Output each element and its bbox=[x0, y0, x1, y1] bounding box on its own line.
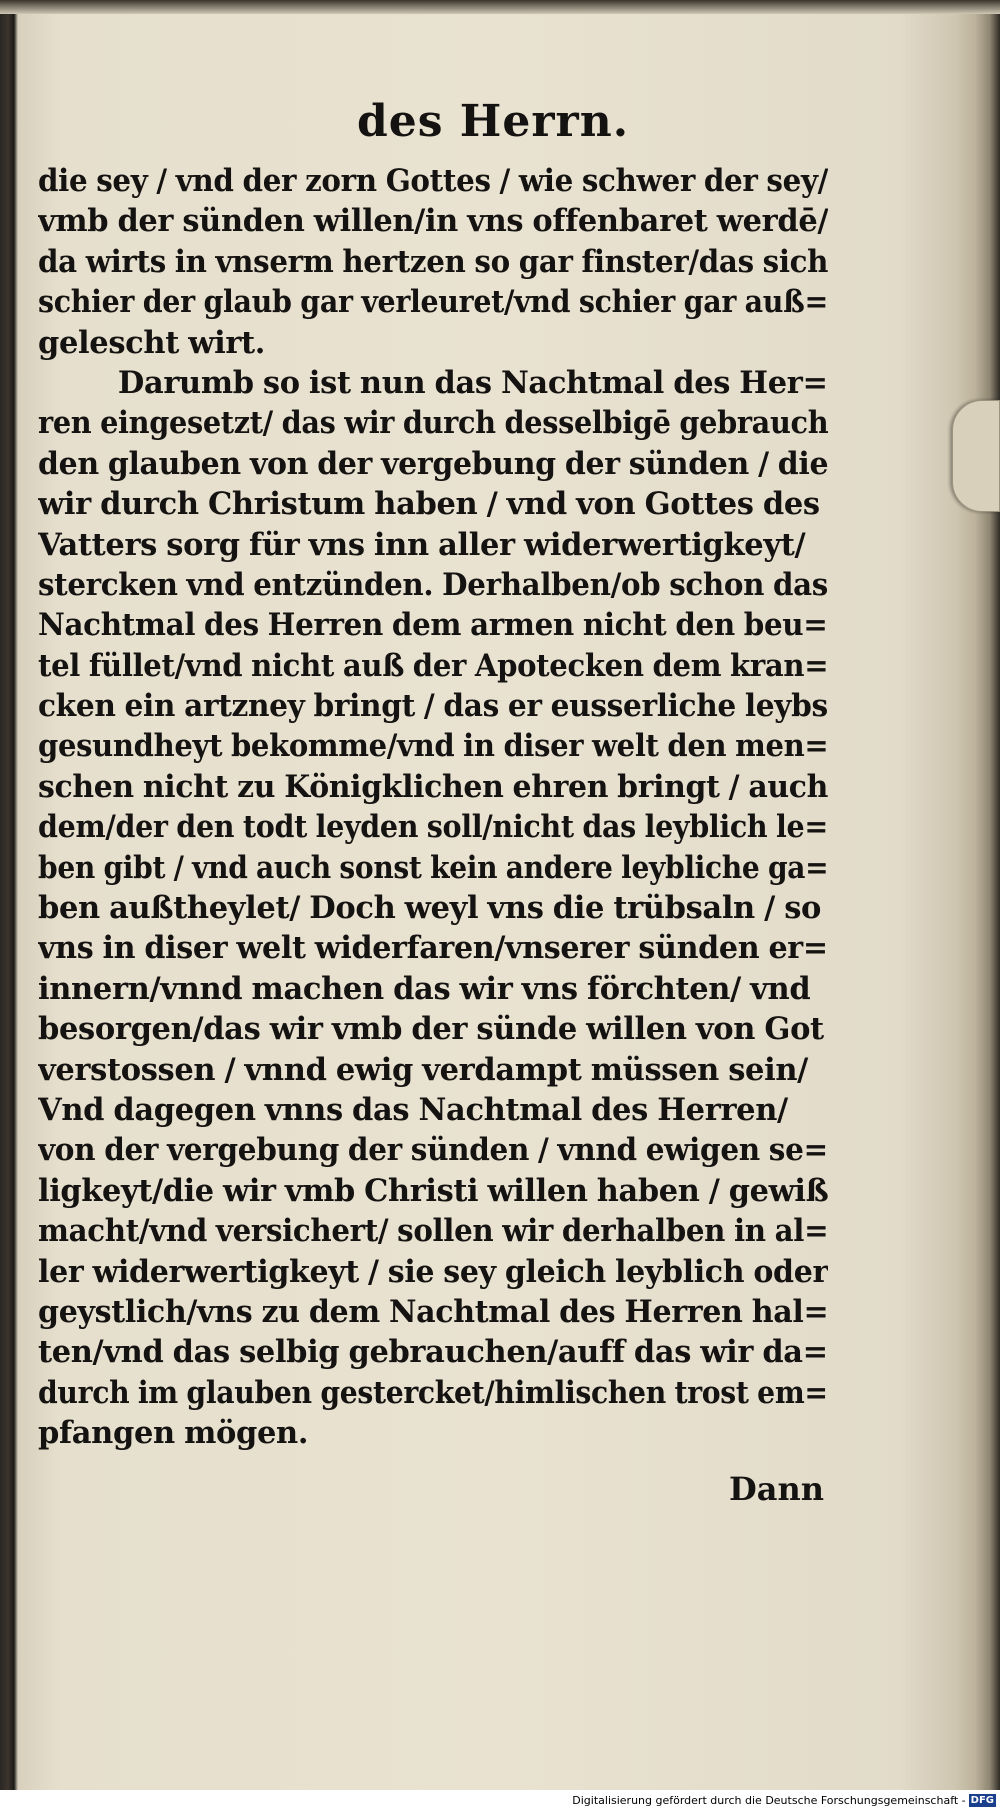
text-line: durch im glauben gestercket/himlischen trost em= bbox=[38, 1374, 828, 1411]
text-line: Nachtmal des Herren dem armen nicht den beu= bbox=[38, 607, 828, 644]
text-line: vmb der sünden willen/in vns offenbaret werdē/ bbox=[38, 203, 828, 240]
page-fore-edge bbox=[952, 400, 1000, 512]
text-line: ligkeyt/die wir vmb Christi willen haben / gewiß bbox=[38, 1172, 828, 1209]
text-line: den glauben von der vergebung der sünden / die bbox=[38, 445, 828, 482]
text-line: von der vergebung der sünden / vnnd ewigen se= bbox=[38, 1132, 828, 1169]
text-line: geystlich/vns zu dem Nachtmal des Herren hal= bbox=[38, 1293, 828, 1330]
text-line: ler widerwertigkeyt / sie sey gleich leyblich oder bbox=[38, 1253, 828, 1290]
text-line: ben gibt / vnd auch sonst kein andere leybliche ga= bbox=[38, 849, 828, 886]
text-line: macht/vnd versichert/ sollen wir derhalben in al= bbox=[38, 1213, 828, 1250]
text-line: vns in diser welt widerfaren/vnserer sünden er= bbox=[38, 930, 828, 967]
text-line: Vnd dagegen vnns das Nachtmal des Herren/ bbox=[38, 1091, 788, 1128]
text-line: gesundheyt bekomme/vnd in diser welt den men= bbox=[38, 728, 828, 765]
body-text bbox=[38, 161, 828, 1454]
text-line: stercken vnd entzünden. Derhalben/ob schon das bbox=[38, 566, 828, 603]
text-line: innern/vnnd machen das wir vns förchten/ vnd bbox=[38, 970, 811, 1007]
text-line: tel füllet/vnd nicht auß der Apotecken dem kran= bbox=[38, 647, 828, 684]
funding-credit bbox=[572, 1794, 996, 1807]
text-line: wir durch Christum haben / vnd von Gottes des bbox=[38, 486, 820, 523]
footer-bar bbox=[0, 1790, 1000, 1813]
catchword: Dann bbox=[728, 1469, 824, 1508]
text-line: ren eingesetzt/ das wir durch desselbigē gebrauch bbox=[38, 405, 828, 442]
text-line: gelescht wirt. bbox=[38, 324, 266, 361]
text-line: die sey / vnd der zorn Gottes / wie schwer der sey/ bbox=[38, 163, 828, 199]
page-text-block bbox=[38, 60, 828, 1508]
text-line: pfangen mögen. bbox=[38, 1415, 309, 1452]
running-head: des Herrn. bbox=[356, 96, 630, 147]
text-line: schen nicht zu Königklichen ehren bringt / auch bbox=[38, 768, 828, 805]
text-line: ben außtheylet/ Doch weyl vns die trübsaln / so bbox=[38, 890, 822, 927]
text-line: dem/der den todt leyden soll/nicht das leyblich le= bbox=[38, 809, 828, 846]
text-line: Vatters sorg für vns inn aller widerwertigkeyt/ bbox=[38, 526, 806, 563]
text-line: besorgen/das wir vmb der sünde willen von Got bbox=[38, 1011, 824, 1048]
text-line: ten/vnd das selbig gebrauchen/auff das wir da= bbox=[38, 1334, 828, 1371]
dfg-logo: DFG bbox=[970, 1795, 994, 1806]
scan-top-edge bbox=[0, 0, 1000, 14]
text-line: da wirts in vnserm hertzen so gar finster/das sich bbox=[38, 243, 828, 280]
text-line: verstossen / vnnd ewig verdampt müssen sein/ bbox=[38, 1051, 808, 1088]
text-line: cken ein artzney bringt / das er eusserliche leybs bbox=[38, 688, 828, 725]
text-line: schier der glaub gar verleuret/vnd schier gar auß= bbox=[38, 284, 828, 321]
funding-credit-text: Digitalisierung gefördert durch die Deutsche Forschungsgemeinschaft - bbox=[572, 1794, 966, 1807]
text-line: Darumb so ist nun das Nachtmal des Her= bbox=[117, 364, 828, 401]
